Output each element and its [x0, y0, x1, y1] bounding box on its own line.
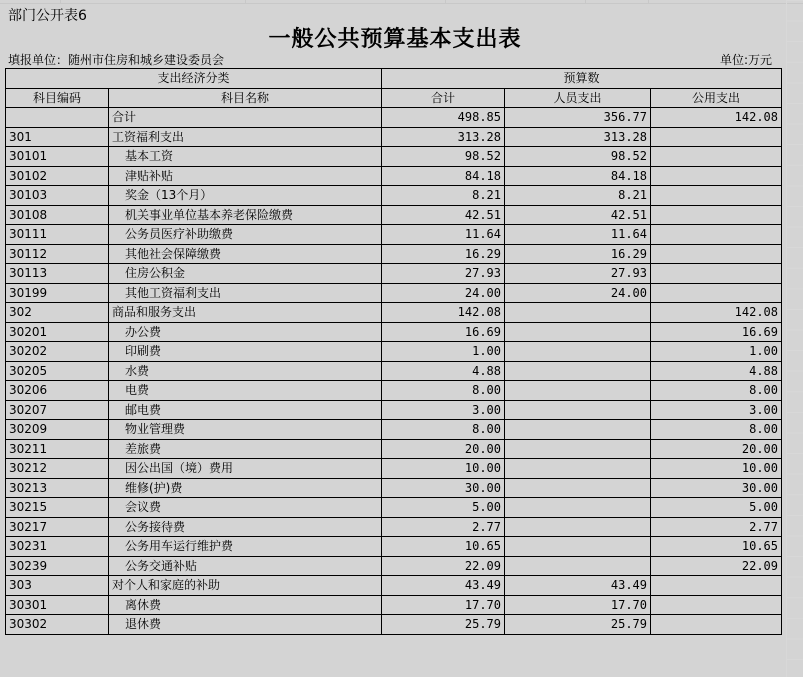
table-row	[6, 342, 782, 362]
cell-public	[651, 127, 782, 147]
cell-code: 30301	[6, 595, 109, 615]
cell-total: 84.18	[382, 166, 505, 186]
cell-public: 8.00	[651, 381, 782, 401]
cell-personnel: 24.00	[505, 283, 651, 303]
cell-name: 物业管理费	[109, 420, 382, 440]
cell-code: 301	[6, 127, 109, 147]
column-header-strip	[0, 0, 803, 4]
cell-name: 水费	[109, 361, 382, 381]
table-row	[6, 556, 782, 576]
table-row	[6, 400, 782, 420]
table-row	[6, 615, 782, 635]
cell-name: 津贴补贴	[109, 166, 382, 186]
currency-unit: 单位:万元	[720, 53, 773, 67]
cell-personnel: 8.21	[505, 186, 651, 206]
cell-public: 4.88	[651, 361, 782, 381]
header-public: 公用支出	[651, 88, 782, 108]
cell-public	[651, 186, 782, 206]
table-row	[6, 283, 782, 303]
cell-total: 42.51	[382, 205, 505, 225]
cell-public: 30.00	[651, 478, 782, 498]
cell-code: 30206	[6, 381, 109, 401]
table-row	[6, 595, 782, 615]
cell-public: 2.77	[651, 517, 782, 537]
cell-total: 8.00	[382, 420, 505, 440]
cell-public	[651, 576, 782, 596]
cell-personnel: 313.28	[505, 127, 651, 147]
table-row	[6, 186, 782, 206]
cell-public	[651, 166, 782, 186]
cell-name: 合计	[109, 108, 382, 128]
cell-code: 30199	[6, 283, 109, 303]
table-row	[6, 478, 782, 498]
cell-code: 303	[6, 576, 109, 596]
cell-name: 基本工资	[109, 147, 382, 167]
cell-name: 公务员医疗补助缴费	[109, 225, 382, 245]
cell-personnel	[505, 400, 651, 420]
cell-public	[651, 264, 782, 284]
table-row	[6, 127, 782, 147]
cell-personnel: 98.52	[505, 147, 651, 167]
cell-total: 2.77	[382, 517, 505, 537]
header-budget: 预算数	[382, 69, 782, 89]
cell-public	[651, 225, 782, 245]
cell-name: 其他社会保障缴费	[109, 244, 382, 264]
cell-total: 8.21	[382, 186, 505, 206]
cell-code: 30202	[6, 342, 109, 362]
table-row	[6, 517, 782, 537]
cell-code: 302	[6, 303, 109, 323]
cell-personnel	[505, 342, 651, 362]
cell-code: 30231	[6, 537, 109, 557]
cell-code: 30302	[6, 615, 109, 635]
header-econ-class: 支出经济分类	[6, 69, 382, 89]
cell-personnel	[505, 459, 651, 479]
cell-personnel	[505, 322, 651, 342]
cell-public	[651, 283, 782, 303]
cell-personnel: 27.93	[505, 264, 651, 284]
table-row	[6, 420, 782, 440]
cell-personnel	[505, 361, 651, 381]
budget-table	[5, 68, 782, 635]
cell-name: 住房公积金	[109, 264, 382, 284]
header-code: 科目编码	[6, 88, 109, 108]
table-row	[6, 166, 782, 186]
cell-personnel: 356.77	[505, 108, 651, 128]
cell-personnel: 11.64	[505, 225, 651, 245]
cell-code: 30102	[6, 166, 109, 186]
cell-personnel: 43.49	[505, 576, 651, 596]
cell-name: 机关事业单位基本养老保险缴费	[109, 205, 382, 225]
cell-code: 30215	[6, 498, 109, 518]
cell-public	[651, 205, 782, 225]
cell-code: 30207	[6, 400, 109, 420]
cell-public	[651, 244, 782, 264]
cell-public: 3.00	[651, 400, 782, 420]
cell-personnel: 25.79	[505, 615, 651, 635]
cell-total: 10.00	[382, 459, 505, 479]
cell-total: 11.64	[382, 225, 505, 245]
cell-total: 3.00	[382, 400, 505, 420]
cell-code: 30217	[6, 517, 109, 537]
cell-name: 商品和服务支出	[109, 303, 382, 323]
sheet-gridlines	[786, 0, 803, 677]
cell-name: 退休费	[109, 615, 382, 635]
cell-total: 98.52	[382, 147, 505, 167]
cell-code: 30113	[6, 264, 109, 284]
cell-personnel	[505, 420, 651, 440]
cell-public: 142.08	[651, 108, 782, 128]
cell-personnel	[505, 556, 651, 576]
cell-public: 22.09	[651, 556, 782, 576]
header-name: 科目名称	[109, 88, 382, 108]
cell-public	[651, 595, 782, 615]
table-row	[6, 264, 782, 284]
cell-total: 17.70	[382, 595, 505, 615]
cell-total: 16.69	[382, 322, 505, 342]
cell-total: 4.88	[382, 361, 505, 381]
cell-code	[6, 108, 109, 128]
cell-name: 离休费	[109, 595, 382, 615]
cell-code: 30103	[6, 186, 109, 206]
cell-code: 30112	[6, 244, 109, 264]
cell-code: 30211	[6, 439, 109, 459]
cell-code: 30213	[6, 478, 109, 498]
table-row	[6, 498, 782, 518]
table-row	[6, 361, 782, 381]
cell-total: 30.00	[382, 478, 505, 498]
cell-public: 142.08	[651, 303, 782, 323]
cell-total: 22.09	[382, 556, 505, 576]
cell-personnel: 42.51	[505, 205, 651, 225]
cell-public	[651, 147, 782, 167]
cell-code: 30201	[6, 322, 109, 342]
cell-code: 30111	[6, 225, 109, 245]
cell-name: 邮电费	[109, 400, 382, 420]
cell-total: 1.00	[382, 342, 505, 362]
cell-public: 16.69	[651, 322, 782, 342]
table-row	[6, 244, 782, 264]
cell-public: 10.65	[651, 537, 782, 557]
cell-name: 办公费	[109, 322, 382, 342]
table-row	[6, 439, 782, 459]
cell-code: 30209	[6, 420, 109, 440]
cell-total: 24.00	[382, 283, 505, 303]
header-row-2	[6, 88, 782, 108]
header-personnel: 人员支出	[505, 88, 651, 108]
cell-total: 43.49	[382, 576, 505, 596]
cell-name: 公务用车运行维护费	[109, 537, 382, 557]
cell-name: 差旅费	[109, 439, 382, 459]
table-row	[6, 322, 782, 342]
table-row	[6, 381, 782, 401]
table-row	[6, 303, 782, 323]
table-row	[6, 576, 782, 596]
cell-total: 498.85	[382, 108, 505, 128]
cell-personnel	[505, 439, 651, 459]
cell-public: 20.00	[651, 439, 782, 459]
cell-name: 公务接待费	[109, 517, 382, 537]
cell-personnel	[505, 498, 651, 518]
table-row	[6, 108, 782, 128]
cell-total: 16.29	[382, 244, 505, 264]
cell-name: 其他工资福利支出	[109, 283, 382, 303]
cell-total: 142.08	[382, 303, 505, 323]
cell-personnel: 16.29	[505, 244, 651, 264]
table-row	[6, 147, 782, 167]
cell-total: 313.28	[382, 127, 505, 147]
cell-name: 公务交通补贴	[109, 556, 382, 576]
cell-name: 维修(护)费	[109, 478, 382, 498]
cell-total: 25.79	[382, 615, 505, 635]
cell-personnel	[505, 517, 651, 537]
cell-code: 30101	[6, 147, 109, 167]
filing-unit: 填报单位：随州市住房和城乡建设委员会	[8, 53, 225, 67]
cell-total: 5.00	[382, 498, 505, 518]
cell-public: 5.00	[651, 498, 782, 518]
table-row	[6, 537, 782, 557]
cell-personnel	[505, 478, 651, 498]
cell-total: 8.00	[382, 381, 505, 401]
cell-public: 10.00	[651, 459, 782, 479]
cell-personnel	[505, 303, 651, 323]
cell-name: 工资福利支出	[109, 127, 382, 147]
table-row	[6, 205, 782, 225]
sheet-label: 部门公开表6	[8, 8, 87, 24]
cell-name: 印刷费	[109, 342, 382, 362]
cell-personnel: 17.70	[505, 595, 651, 615]
header-row-1	[6, 69, 782, 89]
header-total: 合计	[382, 88, 505, 108]
cell-personnel	[505, 381, 651, 401]
cell-code: 30108	[6, 205, 109, 225]
cell-name: 电费	[109, 381, 382, 401]
cell-total: 20.00	[382, 439, 505, 459]
cell-public	[651, 615, 782, 635]
cell-personnel: 84.18	[505, 166, 651, 186]
table-row	[6, 225, 782, 245]
cell-public: 8.00	[651, 420, 782, 440]
cell-code: 30212	[6, 459, 109, 479]
cell-name: 会议费	[109, 498, 382, 518]
page-title: 一般公共预算基本支出表	[268, 26, 522, 52]
cell-total: 10.65	[382, 537, 505, 557]
cell-code: 30239	[6, 556, 109, 576]
cell-name: 对个人和家庭的补助	[109, 576, 382, 596]
table-row	[6, 459, 782, 479]
cell-code: 30205	[6, 361, 109, 381]
cell-public: 1.00	[651, 342, 782, 362]
cell-name: 因公出国（境）费用	[109, 459, 382, 479]
cell-total: 27.93	[382, 264, 505, 284]
cell-name: 奖金（13个月）	[109, 186, 382, 206]
cell-personnel	[505, 537, 651, 557]
